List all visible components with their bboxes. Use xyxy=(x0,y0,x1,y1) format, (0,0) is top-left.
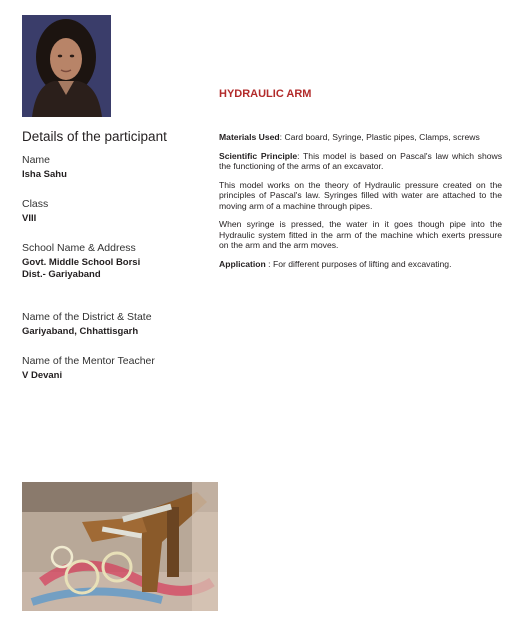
participant-photo-graphic xyxy=(22,15,111,117)
project-details xyxy=(219,132,502,277)
principle-text: : This model is based on Pascal's law which shows the functioning of the arms of an excavator. xyxy=(219,150,503,171)
mentor-label: Name of the Mentor Teacher xyxy=(22,355,155,367)
district-label: Name of the District & State xyxy=(22,311,152,323)
application-label: Application xyxy=(219,258,266,269)
school-address: Dist.- Gariyaband xyxy=(22,269,101,280)
class-label: Class xyxy=(22,198,49,210)
participant-heading: Details of the participant xyxy=(22,129,167,144)
model-photo xyxy=(22,482,218,611)
application-paragraph xyxy=(219,259,502,270)
model-photo-graphic xyxy=(22,482,218,611)
school-name: Govt. Middle School Borsi xyxy=(22,257,141,268)
mentor-value: V Devani xyxy=(22,370,63,381)
name-value: Isha Sahu xyxy=(22,169,67,180)
materials-label: Materials Used xyxy=(219,132,280,142)
principle-label: Scientific Principle xyxy=(219,150,298,161)
name-label: Name xyxy=(22,154,51,166)
class-value: VIII xyxy=(22,213,37,224)
materials-paragraph xyxy=(219,132,502,143)
materials-text: : Card board, Syringe, Plastic pipes, Clamps, screws xyxy=(279,132,480,142)
school-label: School Name & Address xyxy=(22,242,136,254)
district-value: Gariyaband, Chhattisgarh xyxy=(22,326,139,337)
theory-paragraph: This model works on the theory of Hydraulic pressure created on the principles of Pascal's law. Syringes filled with water are attached to the moving arm of a machine through pipes. xyxy=(219,179,502,211)
application-text: : For different purposes of lifting and excavating. xyxy=(265,258,452,269)
principle-paragraph xyxy=(219,151,502,172)
participant-photo xyxy=(22,15,111,117)
project-title: HYDRAULIC ARM xyxy=(219,88,312,100)
working-paragraph: When syringe is pressed, the water in it goes though pipe into the Hydraulic system fitted in the arm of the machine which exerts pressure on the arm and the arm moves. xyxy=(219,219,502,250)
